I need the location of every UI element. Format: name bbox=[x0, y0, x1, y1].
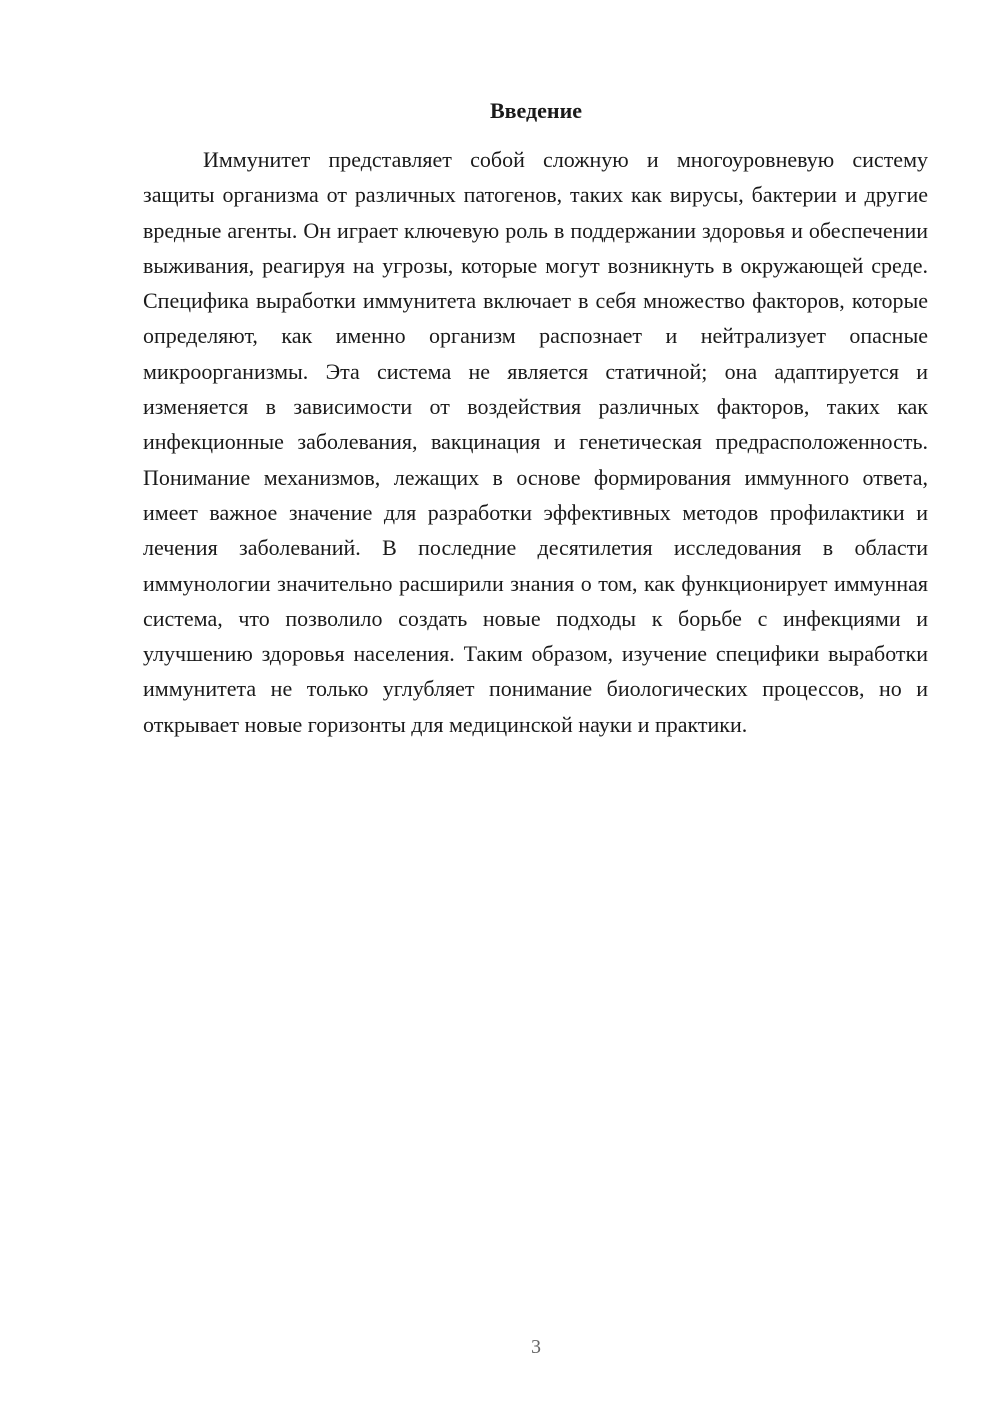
intro-paragraph: Иммунитет представляет собой сложную и многоуровневую систему защиты организма от различных патогенов, таких как вирусы, бактерии и другие вредные агенты. Он играет ключевую роль в поддержании здоровья и обеспечении выживания, реагируя на угрозы, которые могут возникнуть в окружающей среде. Специфика выработки иммунитета включает в себя множество факторов, которые определяют, как именно организм распознает и нейтрализует опасные микроорганизмы. Эта система не является статичной; она адаптируется и изменяется в зависимости от воздействия различных факторов, таких как инфекционные заболевания, вакцинация и генетическая предрасположенность. Понимание механизмов, лежащих в основе формирования иммунного ответа, имеет важное значение для разработки эффективных методов профилактики и лечения заболеваний. В последние десятилетия исследования в области иммунологии значительно расширили знания о том, как функционирует иммунная система, что позволило создать новые подходы к борьбе с инфекциями и улучшению здоровья населения. Таким образом, изучение специфики выработки иммунитета не только углубляет понимание биологических процессов, но и открывает новые горизонты для медицинской науки и практики. bbox=[143, 147, 928, 737]
section-heading: Введение bbox=[489, 98, 583, 123]
page-number: 3 bbox=[531, 1336, 541, 1358]
